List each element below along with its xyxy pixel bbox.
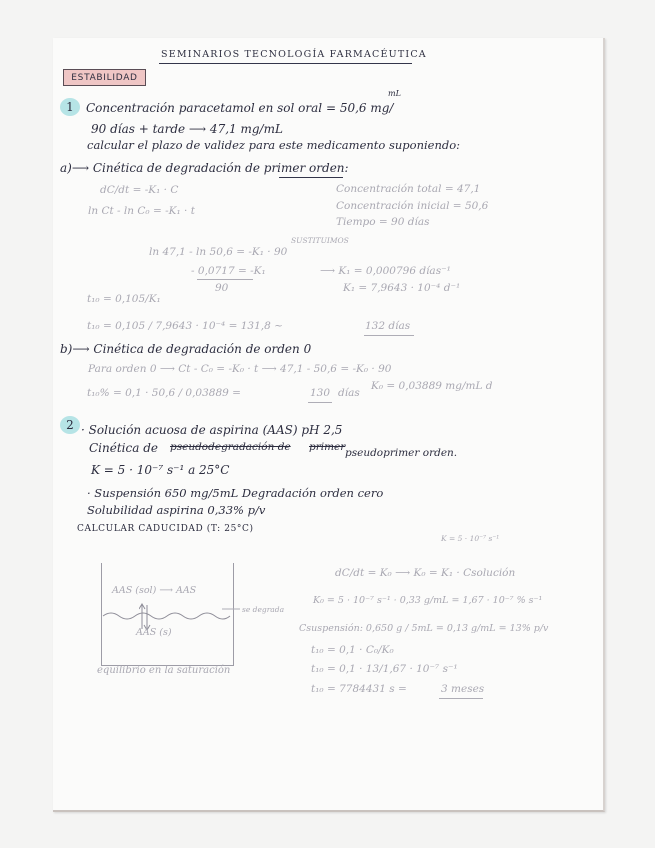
liquid-surface-wave bbox=[101, 609, 232, 623]
part-a-eq5: t₁₀ = 0,105/K₁ bbox=[87, 293, 161, 305]
part-a-underline bbox=[279, 177, 343, 178]
problem-2-eq4: t₁₀ = 0,1 · C₀/K₀ bbox=[311, 644, 394, 656]
part-b-eq1: Para orden 0 ⟶ Ct - C₀ = -K₀ · t ⟶ 47,1 - 50,6 = -K₀ · 90 bbox=[88, 363, 392, 375]
diagram-top-label: AAS (sol) ⟶ AAS bbox=[112, 585, 197, 596]
problem-2-number: 2 bbox=[60, 416, 80, 434]
part-a-eq4: - 0,0717 = -K₁ bbox=[191, 265, 266, 277]
problem-2-solubility: Solubilidad aspirina 0,33% p/v bbox=[87, 503, 266, 517]
problem-2-k-note: K = 5 · 10⁻⁷ s⁻¹ bbox=[441, 534, 500, 543]
problem-2-eq5: t₁₀ = 0,1 · 13/1,67 · 10⁻⁷ s⁻¹ bbox=[311, 663, 458, 675]
problem-2-question: CALCULAR CADUCIDAD (T: 25°C) bbox=[77, 524, 254, 534]
part-b-result-underline bbox=[308, 402, 332, 403]
part-a-eq3: ln 47,1 - ln 50,6 = -K₁ · 90 bbox=[149, 246, 288, 258]
problem-1-number: 1 bbox=[60, 98, 80, 116]
problem-2-kinetics-suffix: pseudoprimer orden. bbox=[345, 447, 458, 459]
problem-1-statement: Concentración paracetamol en sol oral = 50,6 mg/ bbox=[86, 101, 394, 115]
part-b-k0: K₀ = 0,03889 mg/mL d bbox=[371, 380, 493, 392]
part-a-k1-scientific: K₁ = 7,9643 · 10⁻⁴ d⁻¹ bbox=[343, 282, 461, 294]
part-b-unit: días bbox=[338, 387, 360, 399]
problem-2-eq6: t₁₀ = 7784431 s = bbox=[311, 683, 407, 695]
part-a-fraction-bar bbox=[197, 279, 253, 280]
part-b-heading: b)⟶ Cinética de degradación de orden 0 bbox=[60, 342, 312, 356]
part-a-substitute-label: SUSTITUIMOS bbox=[291, 236, 349, 245]
part-a-result: 132 días bbox=[365, 320, 411, 332]
part-a-result-underline bbox=[364, 335, 414, 336]
problem-2-statement: · Solución acuosa de aspirina (AAS) pH 2,5 bbox=[81, 423, 343, 437]
problem-2-kinetics-strike: pseudodegradación de bbox=[170, 441, 291, 453]
part-b-result: 130 bbox=[310, 387, 331, 399]
section-tag: ESTABILIDAD bbox=[63, 69, 146, 86]
side-arrow-icon bbox=[222, 605, 242, 613]
part-a-note-initial: Concentración inicial = 50,6 bbox=[336, 200, 489, 212]
problem-2-kinetics-strike-2: primer bbox=[309, 441, 346, 453]
problem-2-eq2: K₀ = 5 · 10⁻⁷ s⁻¹ · 0,33 g/mL = 1,67 · 10⁻⁷ % s⁻¹ bbox=[313, 595, 543, 606]
problem-2-rate-constant: K = 5 · 10⁻⁷ s⁻¹ a 25°C bbox=[91, 463, 230, 477]
notebook-page bbox=[53, 38, 605, 812]
problem-2-suspension: · Suspensión 650 mg/5mL Degradación orden cero bbox=[87, 486, 384, 500]
problem-2-kinetics-prefix: Cinética de bbox=[89, 441, 158, 455]
part-a-eq4-denominator: 90 bbox=[215, 282, 229, 294]
title-underline bbox=[159, 63, 412, 64]
problem-1-data: 90 días + tarde ⟶ 47,1 mg/mL bbox=[91, 122, 283, 136]
diagram-bottom-label: AAS (s) bbox=[136, 627, 172, 638]
problem-2-result: 3 meses bbox=[441, 683, 485, 695]
part-a-eq6: t₁₀ = 0,105 / 7,9643 · 10⁻⁴ = 131,8 ~ bbox=[87, 320, 283, 332]
part-a-heading: a)⟶ Cinética de degradación de primer orden: bbox=[60, 161, 349, 175]
part-a-k1-result: ⟶ K₁ = 0,000796 días⁻¹ bbox=[320, 265, 451, 277]
problem-1-question: calcular el plazo de validez para este medicamento suponiendo: bbox=[87, 138, 461, 152]
diagram-caption: equilibrio en la saturación bbox=[97, 665, 231, 676]
problem-2-result-underline bbox=[439, 698, 483, 699]
page-title: SEMINARIOS TECNOLOGÍA FARMACÉUTICA bbox=[161, 49, 427, 60]
part-a-eq2: ln Ct - ln C₀ = -K₁ · t bbox=[88, 205, 195, 217]
part-a-note-total: Concentración total = 47,1 bbox=[336, 183, 481, 195]
part-a-eq1: dC/dt = -K₁ · C bbox=[100, 184, 179, 196]
problem-2-eq3: Csuspensión: 0,650 g / 5mL = 0,13 g/mL = 13% p/v bbox=[299, 623, 549, 634]
diagram-side-label: se degrada bbox=[242, 605, 285, 614]
part-b-eq2: t₁₀% = 0,1 · 50,6 / 0,03889 = bbox=[87, 387, 241, 399]
problem-1-unit: mL bbox=[388, 89, 401, 98]
part-a-note-time: Tiempo = 90 días bbox=[336, 216, 430, 228]
problem-2-eq1: dC/dt = K₀ ⟶ K₀ = K₁ · Csolución bbox=[335, 567, 516, 579]
